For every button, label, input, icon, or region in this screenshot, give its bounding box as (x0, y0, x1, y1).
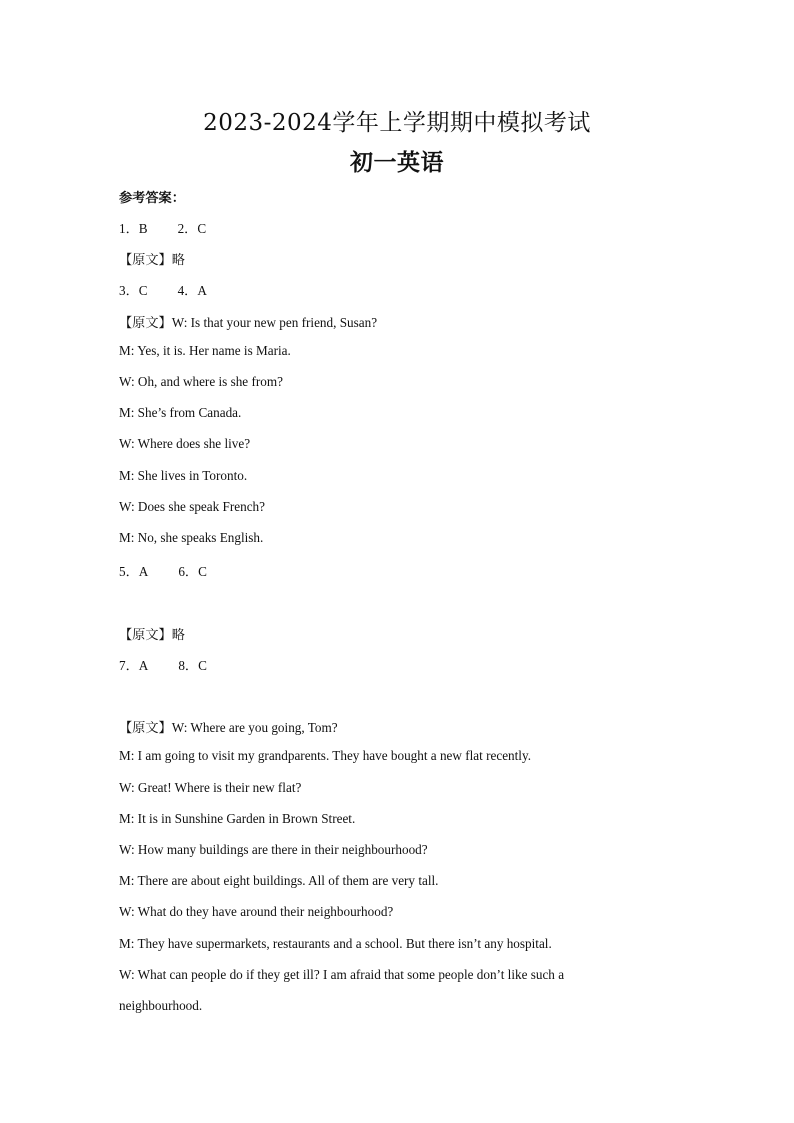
transcript-line: 【原文】略 (119, 627, 185, 642)
transcript-line: M: There are about eight buildings. All of them are very tall. (119, 873, 439, 888)
transcript-line: M: They have supermarkets, restaurants and a school. But there isn’t any hospital. (119, 936, 552, 951)
transcript-line: M: She’s from Canada. (119, 405, 242, 420)
transcript-line: W: Oh, and where is she from? (119, 374, 283, 389)
transcript-line: M: She lives in Toronto. (119, 468, 248, 483)
transcript-line: M: Yes, it is. Her name is Maria. (119, 343, 291, 358)
transcript-line: M: It is in Sunshine Garden in Brown Street. (119, 811, 356, 826)
transcript-line: W: What can people do if they get ill? I am afraid that some people don’t like such a (119, 967, 565, 982)
transcript-line: W: How many buildings are there in their neighbourhood? (119, 842, 428, 857)
answer-row: 3．C 4．A (119, 283, 207, 298)
exam-title: 2023-2024学年上学期期中模拟考试 (203, 110, 591, 136)
answer-row: 5．A 6．C (119, 564, 207, 579)
transcript-line: W: Where does she live? (119, 436, 251, 451)
transcript-line: 【原文】略 (119, 252, 185, 267)
answer-row: 1．B 2．C (119, 221, 207, 236)
answer-row: 7．A 8．C (119, 658, 207, 673)
transcript-line: M: No, she speaks English. (119, 530, 264, 545)
transcript-line: 【原文】W: Is that your new pen friend, Susan? (119, 315, 378, 330)
transcript-line: neighbourhood. (119, 998, 203, 1013)
transcript-line: W: Great! Where is their new flat? (119, 780, 302, 795)
transcript-line: M: I am going to visit my grandparents. They have bought a new flat recently. (119, 748, 532, 763)
transcript-line: W: What do they have around their neighbourhood? (119, 904, 394, 919)
transcript-line: W: Does she speak French? (119, 499, 265, 514)
transcript-line: 【原文】W: Where are you going, Tom? (119, 720, 338, 735)
exam-subject: 初一英语 (350, 149, 444, 176)
answer-label: 参考答案： (119, 190, 185, 205)
